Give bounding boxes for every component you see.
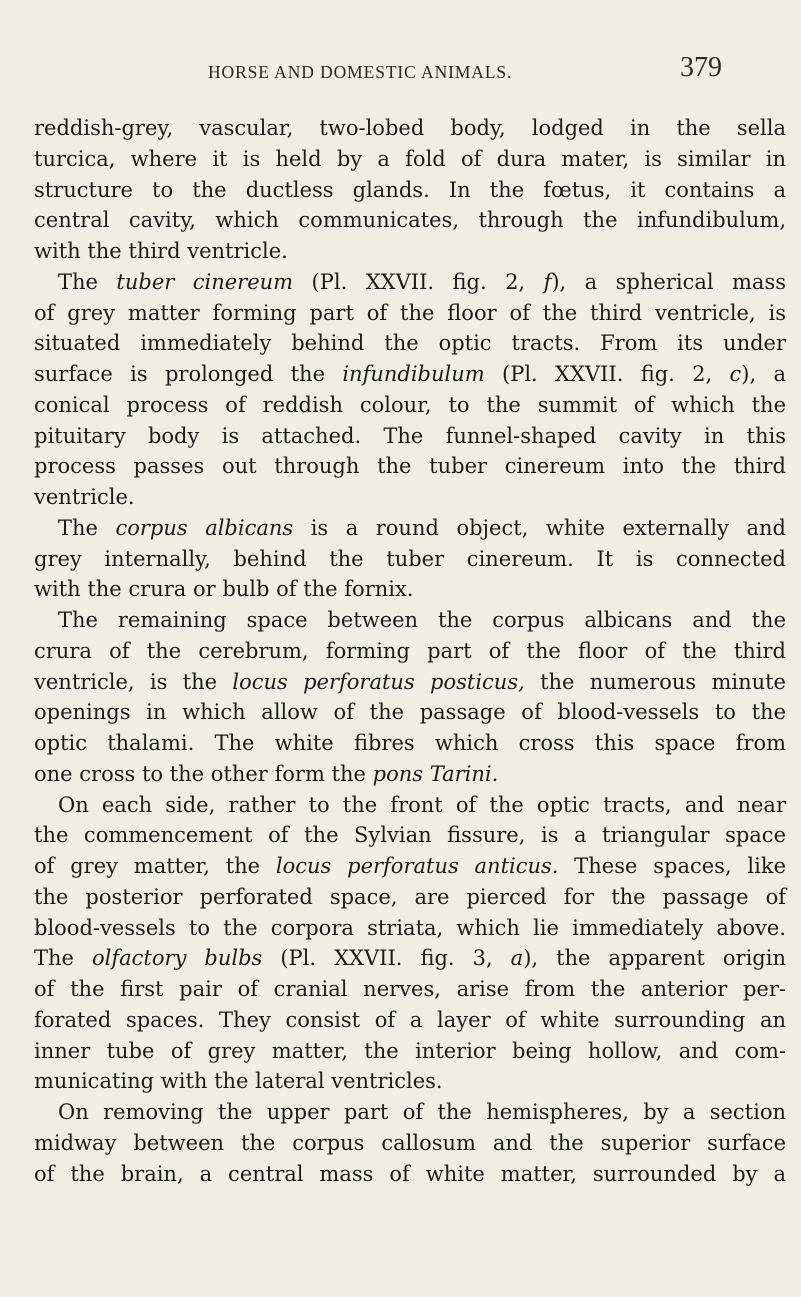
text-line — [34, 667, 786, 698]
text-line — [34, 1036, 786, 1067]
text-run: blood-vessels to the corpora striata, which lie immediately above. — [34, 915, 786, 940]
running-head: HORSE AND DOMESTIC ANIMALS. — [208, 62, 513, 82]
text-run: pituitary body is attached. The funnel-shaped cavity in this — [34, 423, 786, 448]
text-run: (Pl. XXVII. fig. 2, — [293, 269, 544, 294]
text-line — [34, 1066, 786, 1097]
text-run: central cavity, which communicates, through the infundibulum, — [34, 208, 786, 233]
italic-term: infundibulum — [342, 362, 485, 386]
text-line — [34, 390, 786, 421]
text-run: ), a spherical mass — [551, 269, 786, 294]
text-run: crura of the cerebrum, forming part of the floor of the third — [34, 638, 786, 663]
text-run: inner tube of grey matter, the interior being hollow, and com- — [34, 1038, 786, 1063]
text-run: structure to the ductless glands. In the fœtus, it contains a — [34, 177, 786, 202]
text-run: situated immediately behind the optic tracts. From its under — [34, 331, 786, 356]
italic-term: locus perforatus anticus. — [275, 854, 559, 878]
text-run: conical process of reddish colour, to the summit of which the — [34, 392, 786, 417]
text-run: the numerous minute — [524, 669, 786, 694]
text-run: (Pl. XXVII. fig. 2, — [484, 362, 730, 386]
text-line — [34, 482, 786, 513]
text-line — [34, 759, 786, 790]
italic-term: c — [729, 362, 742, 386]
text-line — [34, 175, 786, 206]
text-run: optic thalami. The white fibres which cross this space from — [34, 731, 786, 755]
text-run: of the first pair of cranial nerves, arise from the anterior per- — [34, 977, 786, 1001]
text-line — [34, 544, 786, 575]
text-line — [34, 636, 786, 667]
text-line — [34, 1159, 786, 1190]
text-line — [34, 236, 786, 267]
text-run: ventricle. — [34, 485, 135, 509]
text-line — [34, 328, 786, 359]
text-line — [34, 943, 786, 974]
text-run: municating with the lateral ventricles. — [34, 1069, 443, 1094]
text-run: of grey matter, the — [34, 854, 276, 878]
text-line — [34, 513, 786, 544]
text-line — [34, 697, 786, 728]
page-number: 379 — [680, 52, 722, 83]
text-run: the posterior perforated space, are pierced for the passage of — [34, 884, 786, 909]
text-run: The — [34, 946, 92, 971]
text-run: grey internally, behind the tuber cinereum. It is connected — [34, 546, 786, 571]
text-run: the commencement of the Sylvian fissure, is a triangular space — [34, 823, 786, 848]
text-run: with the third ventricle. — [34, 239, 288, 263]
text-run: (Pl. XXVII. fig. 3, — [262, 946, 511, 971]
text-run: reddish-grey, vascular, two-lobed body, lodged in the sella — [34, 116, 786, 140]
italic-term: pons Tarini. — [372, 761, 499, 786]
text-line — [34, 421, 786, 452]
text-run: The — [58, 269, 117, 294]
text-run: of grey matter forming part of the floor of the third ventricle, is — [34, 300, 786, 325]
text-run: forated spaces. They consist of a layer of white surrounding an — [34, 1007, 786, 1032]
text-run: The remaining space between the corpus albicans and the — [58, 608, 786, 632]
text-line — [34, 851, 786, 882]
text-run: surface is prolonged the — [34, 362, 343, 386]
text-line — [34, 113, 786, 144]
text-run: ), a — [741, 362, 786, 386]
text-run: openings in which allow of the passage of blood-vessels to the — [34, 700, 786, 725]
text-run: The — [58, 515, 116, 540]
text-line — [34, 1128, 786, 1159]
text-line — [34, 205, 786, 236]
italic-term: f — [543, 269, 552, 294]
italic-term: olfactory bulbs — [92, 946, 263, 971]
text-line — [34, 820, 786, 851]
text-run: These spaces, like — [558, 854, 786, 878]
text-run: of the brain, a central mass of white matter, surrounded by a — [34, 1161, 786, 1186]
text-run: On each side, rather to the front of the optic tracts, and near — [58, 792, 786, 817]
italic-term: a — [510, 946, 524, 971]
text-line — [34, 298, 786, 329]
italic-term: tuber cinereum — [116, 269, 294, 294]
italic-term: corpus albicans — [115, 515, 294, 540]
text-line — [34, 913, 786, 944]
body-text — [34, 113, 786, 1189]
text-line — [34, 1097, 786, 1128]
text-line — [34, 267, 786, 298]
text-line — [34, 451, 786, 482]
text-run: midway between the corpus callosum and the superior surface — [34, 1130, 786, 1155]
text-line — [34, 359, 786, 390]
text-line — [34, 728, 786, 759]
text-run: one cross to the other form the — [34, 761, 373, 786]
text-line — [34, 144, 786, 175]
text-run: ventricle, is the — [34, 669, 233, 694]
text-run: ), the apparent origin — [523, 946, 786, 971]
text-run: process passes out through the tuber cinereum into the third — [34, 454, 786, 479]
text-line — [34, 974, 786, 1005]
text-line — [34, 574, 786, 605]
text-run: is a round object, white externally and — [293, 515, 786, 540]
text-line — [34, 790, 786, 821]
text-run: On removing the upper part of the hemispheres, by a section — [58, 1100, 786, 1124]
italic-term: locus perforatus posticus, — [232, 669, 525, 694]
text-run: with the crura or bulb of the fornix. — [34, 577, 414, 602]
text-run: turcica, where it is held by a fold of dura mater, is similar in — [34, 146, 786, 171]
text-line — [34, 882, 786, 913]
text-line — [34, 605, 786, 636]
text-line — [34, 1005, 786, 1036]
